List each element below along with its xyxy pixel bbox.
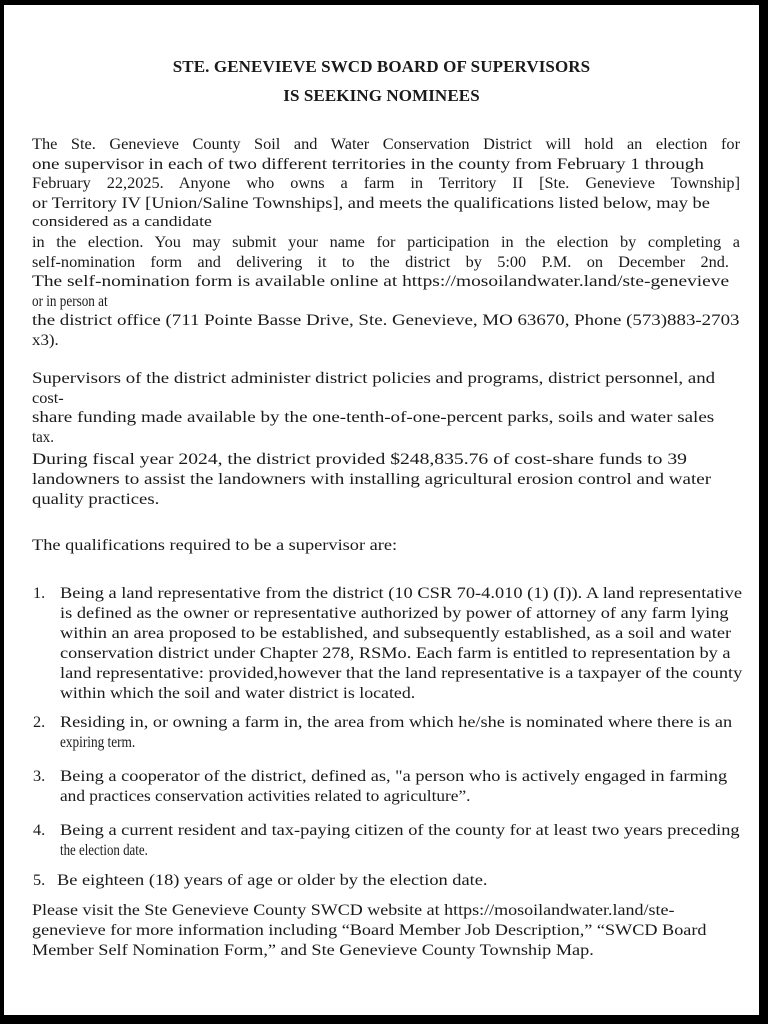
closing-line: genevieve for more information including “Board Member Job Description,” “SWCD Board	[32, 920, 707, 939]
intro-line: self-nomination form and delivering it to the district by 5:00 P.M. on December 2nd.	[32, 252, 729, 271]
qualification-line: and practices conservation activities related to agriculture”.	[60, 786, 471, 805]
qualification-line: Being a cooperator of the district, defined as, "a person who is actively engaged in farming	[60, 766, 728, 785]
list-number: 1.	[33, 583, 46, 602]
supervisors-line: tax.	[32, 427, 54, 446]
fiscal-line: landowners to assist the landowners with installing agricultural erosion control and water	[32, 469, 712, 488]
qualification-line: conservation district under Chapter 278, RSMo. Each farm is entitled to representation by a	[60, 643, 731, 662]
qualification-line: Be eighteen (18) years of age or older by the election date.	[57, 870, 488, 889]
intro-line: or Territory IV [Union/Saline Townships], and meets the qualifications listed below, may be	[32, 193, 710, 212]
intro-line: February 22,2025. Anyone who owns a farm in Territory II [Ste. Genevieve Township]	[32, 173, 740, 192]
intro-line: or in person at	[32, 291, 108, 310]
intro-line: The Ste. Genevieve County Soil and Water Conservation District will hold an election for	[32, 134, 740, 153]
list-number: 5.	[33, 870, 46, 889]
qualification-line: is defined as the owner or representative authorized by power of attorney of any farm lying	[60, 603, 729, 622]
title-line-2: IS SEEKING NOMINEES	[283, 86, 480, 105]
qualification-line: the election date.	[60, 840, 148, 859]
qualification-line: within which the soil and water district is located.	[60, 683, 416, 702]
document-page	[4, 5, 759, 1015]
qualification-line: Being a current resident and tax-paying citizen of the county for at least two years preceding	[60, 820, 740, 839]
supervisors-line: cost-	[32, 388, 64, 407]
qualification-line: expiring term.	[60, 732, 136, 751]
list-number: 4.	[33, 820, 46, 839]
intro-line: The self-nomination form is available online at https://mosoilandwater.land/ste-genevieve	[32, 271, 730, 290]
closing-line: Member Self Nomination Form,” and Ste Genevieve County Township Map.	[32, 940, 594, 959]
qualification-line: within an area proposed to be established, and subsequently established, as a soil and water	[60, 623, 732, 642]
intro-line: in the election. You may submit your name for participation in the election by completing a	[32, 232, 740, 251]
title-line-1: STE. GENEVIEVE SWCD BOARD OF SUPERVISORS	[172, 57, 591, 76]
qualifications-heading: The qualifications required to be a supervisor are:	[32, 535, 398, 554]
intro-line: x3).	[32, 330, 59, 349]
list-number: 3.	[33, 766, 46, 785]
closing-line: Please visit the Ste Genevieve County SWCD website at https://mosoilandwater.land/ste-	[32, 900, 675, 919]
intro-line: considered as a candidate	[32, 214, 212, 230]
fiscal-line: quality practices.	[32, 489, 160, 508]
qualification-line: Being a land representative from the district (10 CSR 70-4.010 (1) (I)). A land representative	[60, 583, 743, 602]
qualification-line: Residing in, or owning a farm in, the area from which he/she is nominated where there is an	[60, 712, 733, 731]
supervisors-line: share funding made available by the one-tenth-of-one-percent parks, soils and water sales	[32, 407, 715, 426]
list-number: 2.	[33, 712, 46, 731]
qualification-line: land representative: provided,however that the land representative is a taxpayer of the county	[60, 663, 743, 682]
intro-line: one supervisor in each of two different territories in the county from February 1 through	[32, 154, 704, 173]
fiscal-line: During fiscal year 2024, the district provided $248,835.76 of cost-share funds to 39	[32, 449, 687, 468]
supervisors-line: Supervisors of the district administer district policies and programs, district personnel, and	[32, 368, 716, 387]
intro-line: the district office (711 Pointe Basse Drive, Ste. Genevieve, MO 63670, Phone (573)883-2703	[32, 310, 740, 329]
